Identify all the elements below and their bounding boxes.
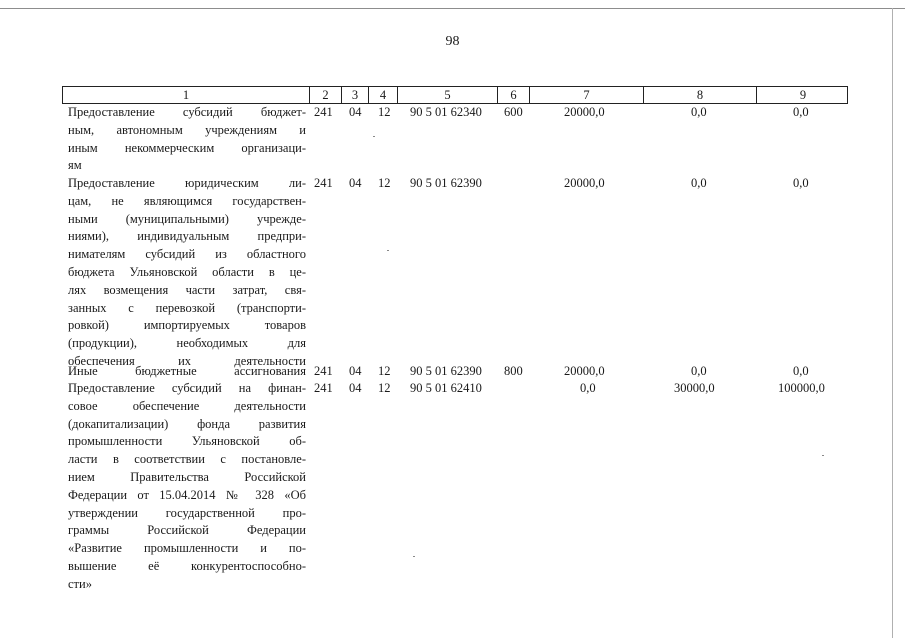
description-line: Предоставление субсидий на финан- [68,381,306,395]
cell-col-8: 0,0 [691,364,707,378]
cell-col-3: 04 [349,381,362,395]
table-header-row [62,86,848,104]
header-col-4: 4 [369,87,398,103]
description-line: «Развитие промышленности и по- [68,541,306,556]
header-col-6: 6 [498,87,530,103]
cell-col-4: 12 [378,364,391,378]
cell-col-2: 241 [314,364,333,378]
cell-col-3: 04 [349,364,362,378]
description-line: ными (муниципальными) учрежде- [68,211,306,226]
cell-col-9: 100000,0 [778,381,825,395]
cell-col-2: 241 [314,176,333,190]
description-line: Предоставление субсидий бюджет- [68,105,306,119]
scan-speck [387,250,389,251]
description-line: граммы Российской Федерации [68,523,306,538]
description-line: Федерации от 15.04.2014 № 328 «Об [68,487,306,502]
cell-col-3: 04 [349,105,362,119]
description-line: (докапитализации) фонда развития [68,416,306,431]
description-line: нимателям субсидий из областного [68,247,306,262]
scan-border-right [892,8,893,638]
cell-col-7: 20000,0 [564,176,605,190]
scan-border-top [0,8,905,9]
description-line: ным, автономным учреждениям и [68,122,306,137]
scan-speck [373,136,375,137]
scan-speck [413,556,415,557]
description-line: Предоставление юридическим ли- [68,176,306,190]
description-line: промышленности Ульяновской об- [68,434,306,449]
description-line: Иные бюджетные ассигнования [68,364,306,378]
description-line: обеспечения их деятельности [68,353,306,368]
scan-speck [822,455,824,456]
header-col-3: 3 [342,87,369,103]
cell-col-2: 241 [314,105,333,119]
header-col-2: 2 [310,87,342,103]
header-col-5: 5 [398,87,498,103]
cell-col-3: 04 [349,176,362,190]
description-line: сти» [68,576,92,591]
description-line: ям [68,158,82,173]
cell-col-4: 12 [378,105,391,119]
description-line: ниями), индивидуальным предпри- [68,229,306,244]
cell-col-6: 800 [504,364,523,378]
header-col-8: 8 [644,87,757,103]
description-line: ровкой) импортируемых товаров [68,318,306,333]
cell-col-7: 20000,0 [564,105,605,119]
cell-col-8: 0,0 [691,105,707,119]
description-line: вышение её конкурентоспособно- [68,558,306,573]
description-line: нием Правительства Российской [68,469,306,484]
cell-col-9: 0,0 [793,364,809,378]
row-description [68,104,306,175]
cell-col-2: 241 [314,381,333,395]
description-line: цам, не являющимся государствен- [68,193,306,208]
description-line: ласти в соответствии с постановле- [68,452,306,467]
cell-col-4: 12 [378,381,391,395]
description-line: бюджета Ульяновской области в це- [68,264,306,279]
cell-col-5: 90 5 01 62390 [410,176,482,190]
row-description [68,175,306,371]
cell-col-7: 0,0 [580,381,596,395]
cell-col-8: 30000,0 [674,381,715,395]
description-line: занных с перевозкой (транспорти- [68,300,306,315]
description-line: лях возмещения части затрат, свя- [68,282,306,297]
description-line: утверждении государственной про- [68,505,306,520]
cell-col-9: 0,0 [793,105,809,119]
row-description [68,363,306,381]
header-col-1: 1 [63,87,310,103]
cell-col-5: 90 5 01 62340 [410,105,482,119]
description-line: иным некоммерческим организаци- [68,140,306,155]
cell-col-4: 12 [378,176,391,190]
cell-col-6: 600 [504,105,523,119]
cell-col-5: 90 5 01 62390 [410,364,482,378]
description-line: совое обеспечение деятельности [68,398,306,413]
cell-col-5: 90 5 01 62410 [410,381,482,395]
row-description [68,380,306,594]
header-col-7: 7 [530,87,644,103]
cell-col-9: 0,0 [793,176,809,190]
budget-table [62,86,848,591]
header-col-9: 9 [799,88,807,102]
cell-col-8: 0,0 [691,176,707,190]
page-number: 98 [445,34,460,49]
cell-col-7: 20000,0 [564,364,605,378]
description-line: (продукции), необходимых для [68,336,306,351]
